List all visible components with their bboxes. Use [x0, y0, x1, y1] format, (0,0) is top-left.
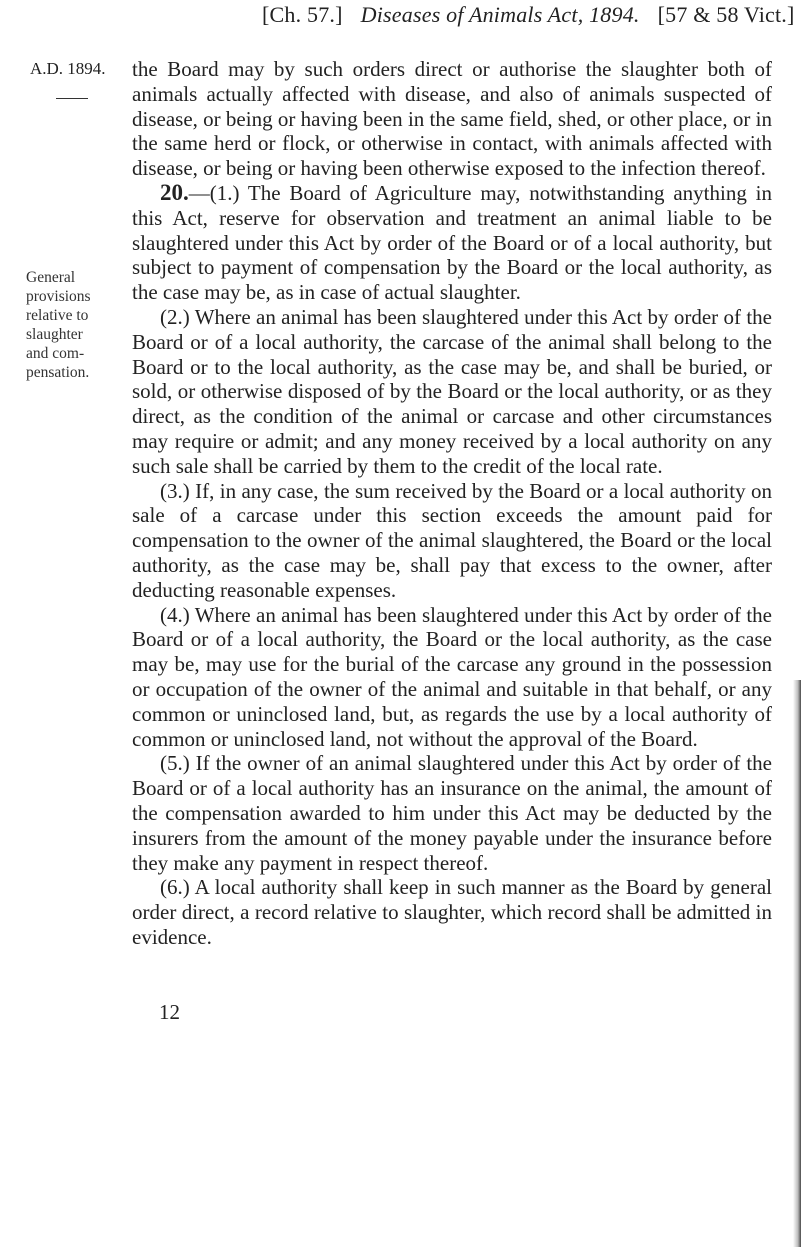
sidenote	[26, 268, 118, 382]
sidenote-line: relative to	[26, 307, 89, 324]
subsection-3: (3.) If, in any case, the sum received by the Board or a local authority on sale of a carcase under this section exceeds the amount paid for compensation to the owner of the animal slaughtered, the Board or the local authority, as the case may be, shall pay that excess to the owner, after deducting reasonable expenses.	[132, 478, 772, 602]
margin-year: A.D. 1894.	[30, 59, 106, 78]
section-20-subsection-1	[132, 181, 772, 305]
body-text	[132, 57, 772, 950]
subsection-2: (2.) Where an animal has been slaughtered under this Act by order of the Board or of a local authority, the carcase of the animal shall belong to the Board or to the local authority, as the case may be, and shall be buried, or sold, or otherwise disposed of by the Board or the local authority, or as they direct, as the condition of the animal or carcase and other circumstances may require or admit; and any money received by a local authority on any such sale shall be carried by them to the credit of the local rate.	[132, 304, 772, 478]
sidenote-line: slaughter	[26, 326, 83, 343]
page-edge-shadow	[793, 680, 801, 1247]
running-head	[262, 2, 795, 28]
sidenote-line: General	[26, 269, 76, 286]
sidenote-line: pensation.	[26, 364, 90, 381]
subsection-5: (5.) If the owner of an animal slaughtered under this Act by order of the Board or of a local authority has an insurance on the animal, the amount of the compensation awarded to him under this Act may be deducted by the insurers from the amount of the money payable under the insurance before they make any payment in respect thereof.	[132, 751, 772, 875]
chapter-reference: [Ch. 57.]	[262, 2, 343, 27]
act-title: Diseases of Animals Act, 1894.	[360, 2, 640, 27]
regnal-year: [57 & 58 Vict.]	[657, 2, 795, 27]
margin-rule	[56, 98, 88, 99]
page-number: 12	[159, 1000, 180, 1024]
continuation-paragraph: the Board may by such orders direct or authorise the slaughter both of animals actually affected with disease, and also of animals suspected of disease, or being or having been in the same field, shed, or other place, or in the same herd or flock, or otherwise in contact, with animals affected with disease, or being or having been otherwise exposed to the infection thereof.	[132, 57, 772, 181]
subsection-1-text: —(1.) The Board of Agriculture may, notwithstanding anything in this Act, reserve for observation and treatment an animal liable to be slaughtered under this Act by order of the Board or of a local authority, but subject to payment of compensation by the Board or the local authority, as the case may be, as in case of actual slaughter.	[132, 180, 772, 305]
sidenote-line: provisions	[26, 288, 91, 305]
section-number: 20.	[160, 179, 189, 205]
subsection-4: (4.) Where an animal has been slaughtered under this Act by order of the Board or of a local authority, the Board or the local authority, as the case may be, may use for the burial of the carcase any ground in the possession or occupation of the owner of the animal and suitable in that behalf, or any common or uninclosed land, but, as regards the use by a local authority of common or uninclosed land, not without the approval of the Board.	[132, 602, 772, 751]
sidenote-line: and com-	[26, 345, 85, 362]
subsection-6: (6.) A local authority shall keep in such manner as the Board by general order direct, a record relative to slaughter, which record shall be admitted in evidence.	[132, 875, 772, 949]
